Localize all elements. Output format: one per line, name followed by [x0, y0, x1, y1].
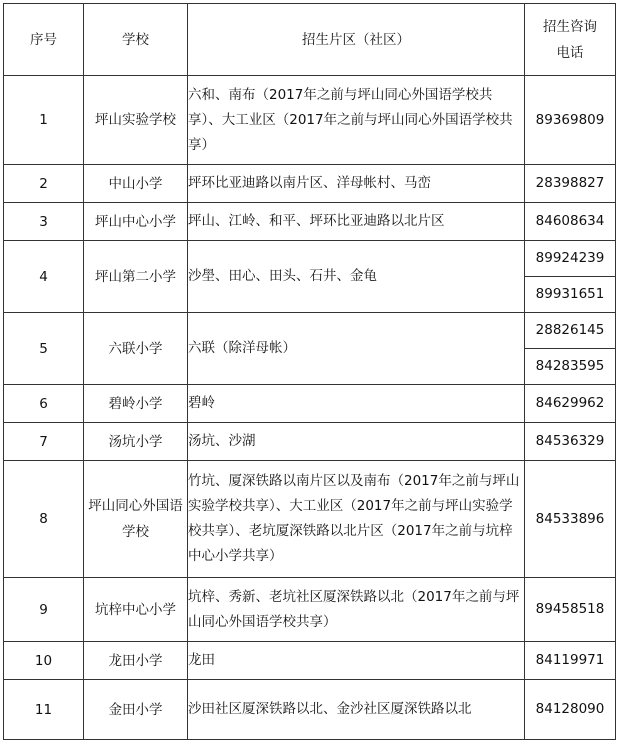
row-area: 坪山、江岭、和平、坪环比亚迪路以北片区: [188, 203, 525, 241]
row-school: 汤坑小学: [84, 423, 188, 461]
table-row: [4, 76, 616, 165]
row-index: 1: [4, 76, 84, 165]
row-index: 2: [4, 165, 84, 203]
table-row: [4, 313, 616, 385]
row-area: 碧岭: [188, 385, 525, 423]
row-phone: [525, 203, 616, 241]
phone-number: 89458518: [535, 601, 605, 617]
row-phone: [525, 423, 616, 461]
row-area: 沙壆、田心、田头、石井、金龟: [188, 241, 525, 313]
row-index: 7: [4, 423, 84, 461]
phone-number: 89924239: [535, 250, 605, 266]
row-phone: [525, 385, 616, 423]
row-area: 六联（除洋母帐）: [188, 313, 525, 385]
phone-number: 84533896: [535, 510, 605, 527]
header-phone-line1: 招生咨询: [543, 18, 597, 35]
row-school: 坪山第二小学: [84, 241, 188, 313]
row-area: 沙田社区厦深铁路以北、金沙社区厦深铁路以北: [188, 680, 525, 740]
row-school: 坪山实验学校: [84, 76, 188, 165]
row-school: 坪山同心外国语学校: [84, 461, 188, 578]
phone-number: 84608634: [535, 213, 605, 229]
row-school: 六联小学: [84, 313, 188, 385]
header-row: [4, 4, 616, 76]
row-school: 金田小学: [84, 680, 188, 740]
row-school: 中山小学: [84, 165, 188, 203]
row-index: 10: [4, 642, 84, 680]
header-area: 招生片区（社区）: [188, 4, 525, 76]
phone-number: 28826145: [535, 322, 605, 338]
table-row: [4, 642, 616, 680]
row-area: 坪环比亚迪路以南片区、洋母帐村、马峦: [188, 165, 525, 203]
row-phone: [525, 461, 616, 578]
header-phone: [525, 4, 616, 76]
row-phone: [525, 76, 616, 165]
header-index: 序号: [4, 4, 84, 76]
phone-number: 89931651: [525, 276, 615, 312]
row-index: 4: [4, 241, 84, 313]
table-row: [4, 241, 616, 313]
row-index: 8: [4, 461, 84, 578]
row-index: 11: [4, 680, 84, 740]
header-school: 学校: [84, 4, 188, 76]
row-index: 3: [4, 203, 84, 241]
phone-number: 84128090: [535, 701, 605, 717]
row-index: 6: [4, 385, 84, 423]
table-row: [4, 680, 616, 740]
row-area: 竹坑、厦深铁路以南片区以及南布（2017年之前与坪山实验学校共享）、大工业区（2017年之前与坪山实验学校共享）、老坑厦深铁路以北片区（2017年之前与坑梓中心小学共享）: [188, 461, 525, 578]
table-row: [4, 578, 616, 642]
row-phone: [525, 165, 616, 203]
phone-number: 84119971: [535, 652, 605, 668]
row-area: 龙田: [188, 642, 525, 680]
row-phone: [525, 241, 616, 313]
header-phone-line2: 电话: [556, 44, 584, 61]
phone-number: 84283595: [525, 348, 615, 384]
table-row: [4, 423, 616, 461]
phone-number: 84536329: [535, 433, 605, 449]
row-school: 碧岭小学: [84, 385, 188, 423]
phone-number: 89369809: [535, 111, 605, 128]
row-phone: [525, 680, 616, 740]
row-school: 坪山中心小学: [84, 203, 188, 241]
row-area: 汤坑、沙湖: [188, 423, 525, 461]
row-phone: [525, 642, 616, 680]
phone-number: 84629962: [535, 395, 605, 411]
table-row: [4, 385, 616, 423]
enrollment-table: [3, 3, 616, 740]
row-school: 龙田小学: [84, 642, 188, 680]
row-area: 六和、南布（2017年之前与坪山同心外国语学校共享）、大工业区（2017年之前与坪山同心外国语学校共享）: [188, 76, 525, 165]
row-phone: [525, 578, 616, 642]
row-phone: [525, 313, 616, 385]
row-area: 坑梓、秀新、老坑社区厦深铁路以北（2017年之前与坪山同心外国语学校共享）: [188, 578, 525, 642]
table-row: [4, 165, 616, 203]
table-row: [4, 203, 616, 241]
row-index: 5: [4, 313, 84, 385]
phone-number: 28398827: [535, 175, 605, 191]
row-index: 9: [4, 578, 84, 642]
row-school: 坑梓中心小学: [84, 578, 188, 642]
table-row: [4, 461, 616, 578]
